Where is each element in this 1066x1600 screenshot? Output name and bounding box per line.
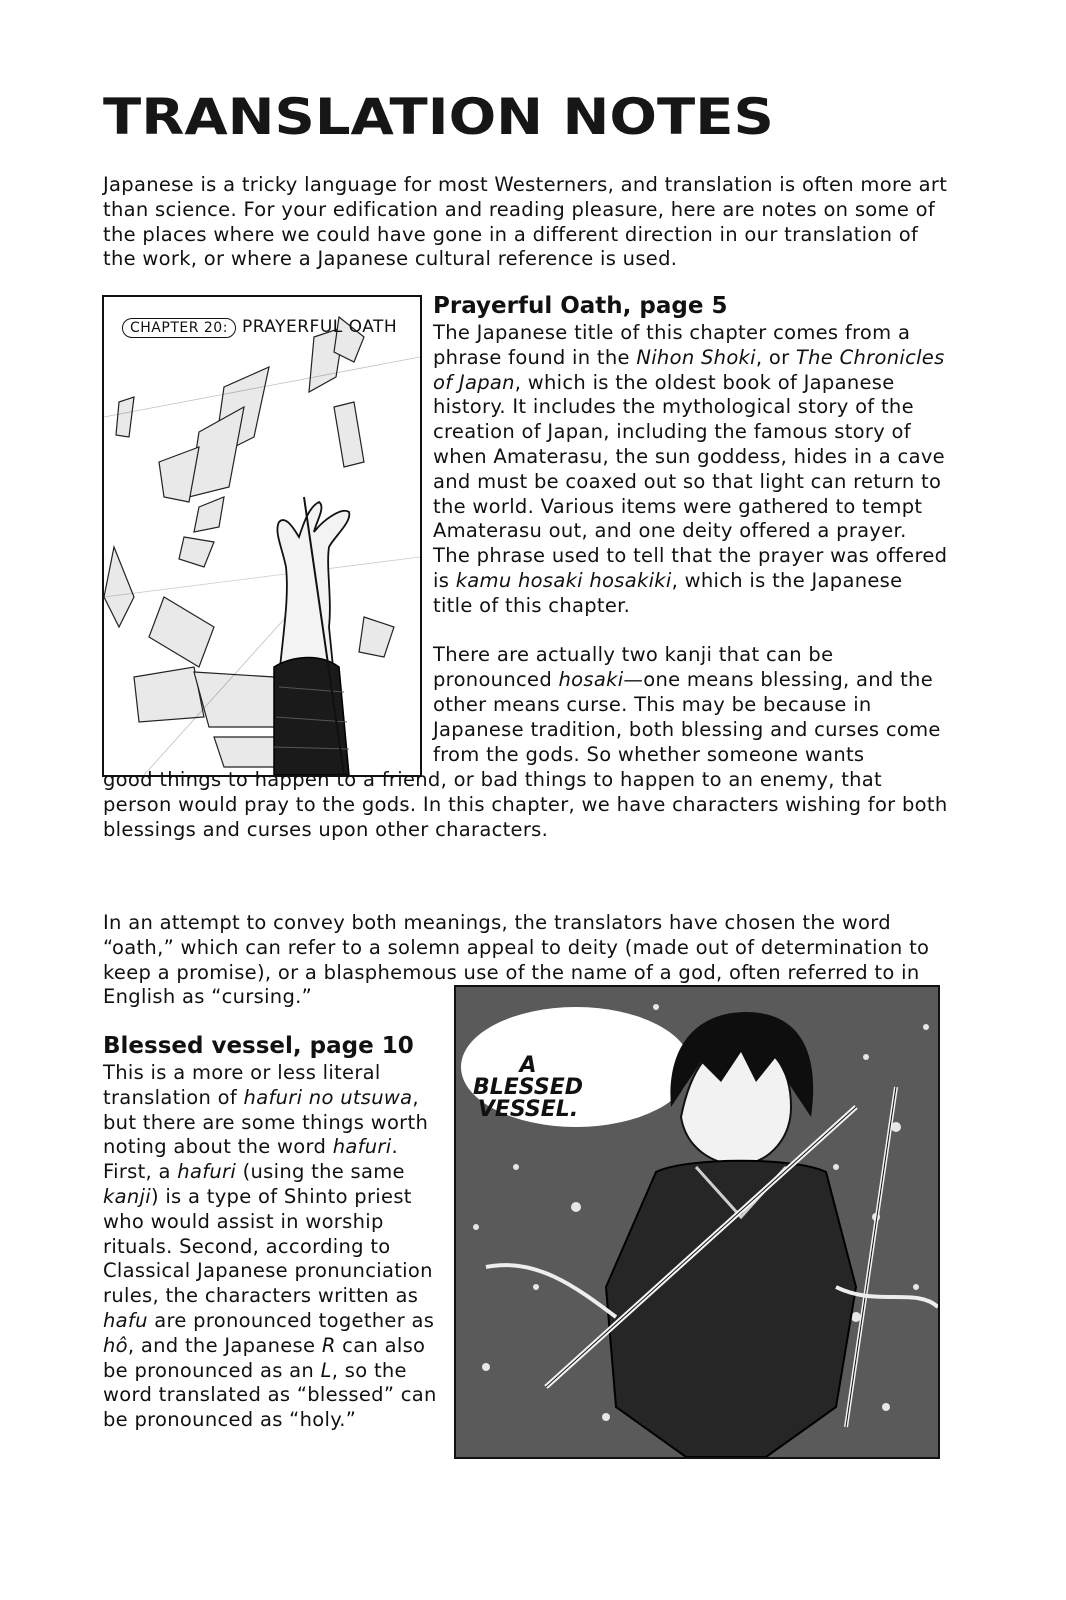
note-heading-prayerful-oath: Prayerful Oath, page 5	[433, 293, 728, 319]
chapter-title-label	[122, 317, 397, 338]
note-text-prayerful-oath: The Japanese title of this chapter comes from a phrase found in the Nihon Shoki, or The Chronicles of Japan, which is the oldest book of Japanese history. It includes the mythological story of the creation of Japan, including the famous story of when Amaterasu, the sun goddess, hides in a cave and must be coaxed out so that light can return to the world. Various items were gathered to tempt Amaterasu out, and one deity offered a prayer. The phrase used to tell that the prayer was offered is kamu hosaki hosakiki, which is the Japanese title of this chapter. There are actually two kanji that can be pronounced hosaki—one means blessing, and the other means curse. This may be because in Japanese tradition, both blessing and curses come from the gods. So whether someone wants	[433, 321, 948, 766]
intro-paragraph: Japanese is a tricky language for most Westerners, and translation is often more art than science. For your edification and reading pleasure, here are notes on some of the places where we could have gone in a different direction in our translation of the work, or where a Japanese cultural reference is used.	[103, 173, 948, 271]
chapter-number-badge: CHAPTER 20:	[122, 318, 236, 338]
chapter-title-text: PRAYERFUL OATH	[241, 317, 398, 337]
note-text-prayerful-oath-continued: good things to happen to a friend, or bad things to happen to an enemy, that person would pray to the gods. In this chapter, we have characters wishing for both blessings and curses upon other characters.	[103, 768, 948, 841]
blessed-vessel-illustration	[454, 985, 940, 1459]
note-heading-blessed-vessel: Blessed vessel, page 10	[103, 1033, 414, 1059]
note-text-oath-meaning: In an attempt to convey both meanings, the translators have chosen the word “oath,” which can refer to a solemn appeal to deity (made out of determination to keep a promise), or a blasphemous use of the name of a god, often referred to in English as “cursing.”	[103, 911, 930, 1009]
speech-text-blessed-vessel: A BLESSED VESSEL.	[472, 1053, 583, 1122]
shattering-glass-hand-art	[104, 297, 420, 775]
prayerful-oath-illustration	[102, 295, 422, 777]
page-title: TRANSLATION NOTES	[103, 88, 774, 146]
note-text-blessed-vessel: This is a more or less literal translation of hafuri no utsuwa, but there are some things worth noting about the word hafuri. First, a hafuri (using the same kanji) is a type of Shinto priest who would assist in worship rituals. Second, according to Classical Japanese pronunciation rules, the characters written as hafu are pronounced together as hô, and the Japanese R can also be pronounced as an L, so the word translated as “blessed” can be pronounced as “holy.”	[103, 1061, 437, 1432]
